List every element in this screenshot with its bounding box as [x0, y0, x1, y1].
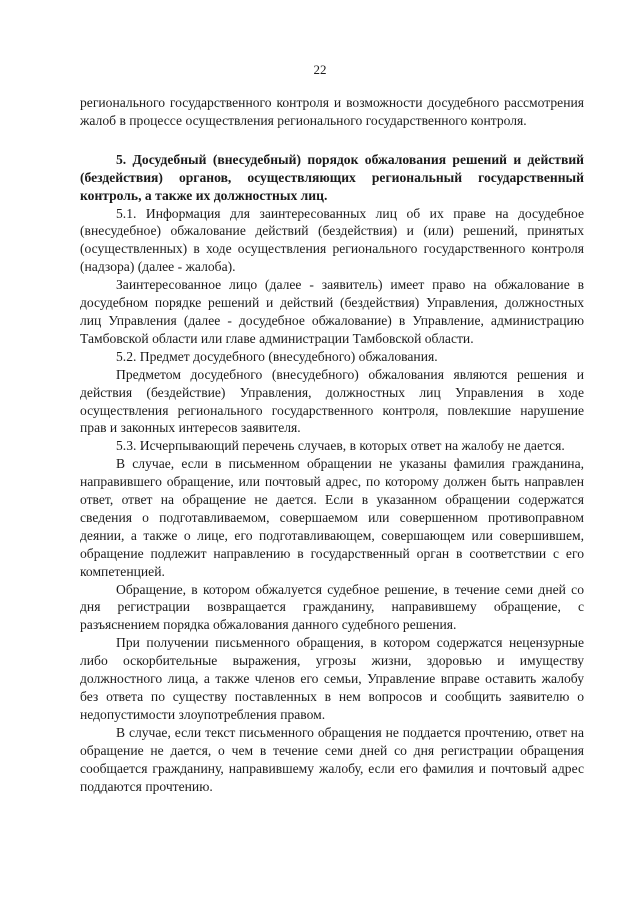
paragraph-no-name-case: В случае, если в письменном обращении не указаны фамилия гражданина, направившего обращение, или почтовый адрес, по которому должен быть направлен ответ, ответ на обращение не дается. Если в указанном обращении содержатся сведения о подготавливаемом, совершаемом или совершенном противоправном деянии, а также о лице, его подготавливающем, совершающем или совершившем, обращение подлежит направлению в государственный орган в соответствии с его компетенцией.	[80, 456, 584, 579]
paragraph-applicant-right: Заинтересованное лицо (далее - заявитель) имеет право на обжалование в досудебном порядке решений и действий (бездействия) Управления, должностных лиц Управления (далее - досудебное обжалование) в Управление, администрацию Тамбовской области или главе администрации Тамбовской области.	[80, 277, 584, 346]
paragraph-court-decision-case: Обращение, в котором обжалуется судебное решение, в течение семи дней со дня регистрации возвращается гражданину, направившему обращение, с разъяснением порядка обжалования данного судебного решения.	[80, 581, 584, 633]
paragraph-unreadable-case: В случае, если текст письменного обращения не поддается прочтению, ответ на обращение не дается, о чем в течение семи дней со дня регистрации обращения сообщается гражданину, направившему жалобу, если его фамилия и почтовый адрес поддаются прочтению.	[80, 724, 584, 794]
section-heading: 5. Досудебный (внесудебный) порядок обжалования решений и действий (бездействия) органов, осуществляющих региональный государственный контроль, а также их должностных лиц.	[80, 151, 584, 203]
paragraph-continuation: регионального государственного контроля и возможности досудебного рассмотрения жалоб в процессе осуществления регионального государственного контроля.	[80, 95, 584, 128]
document-body	[80, 94, 584, 795]
paragraph-5-3: 5.3. Исчерпывающий перечень случаев, в которых ответ на жалобу не дается.	[116, 438, 565, 454]
paragraph-offensive-case: При получении письменного обращения, в котором содержатся нецензурные либо оскорбительные выражения, угрозы жизни, здоровью и имуществу должностного лица, а также членов его семьи, Управление вправе оставить жалобу без ответа по существу поставленных в нем вопросов и сообщить заявителю о недопустимости злоупотребления правом.	[80, 635, 584, 722]
page-number: 22	[313, 62, 327, 77]
paragraph-5-1: 5.1. Информация для заинтересованных лиц об их праве на досудебное (внесудебное) обжалование действий (бездействия) и (или) решений, принятых (осуществленных) в ходе осуществления регионального государственного контроля (надзора) (далее - жалоба).	[80, 205, 584, 275]
paragraph-subject: Предметом досудебного (внесудебного) обжалования являются решения и действия (бездействие) Управления, должностных лиц Управления в ходе осуществления регионального государственного контроля, повлекшие нарушение прав и законных интересов заявителя.	[80, 366, 584, 436]
paragraph-5-2: 5.2. Предмет досудебного (внесудебного) обжалования.	[116, 348, 438, 364]
